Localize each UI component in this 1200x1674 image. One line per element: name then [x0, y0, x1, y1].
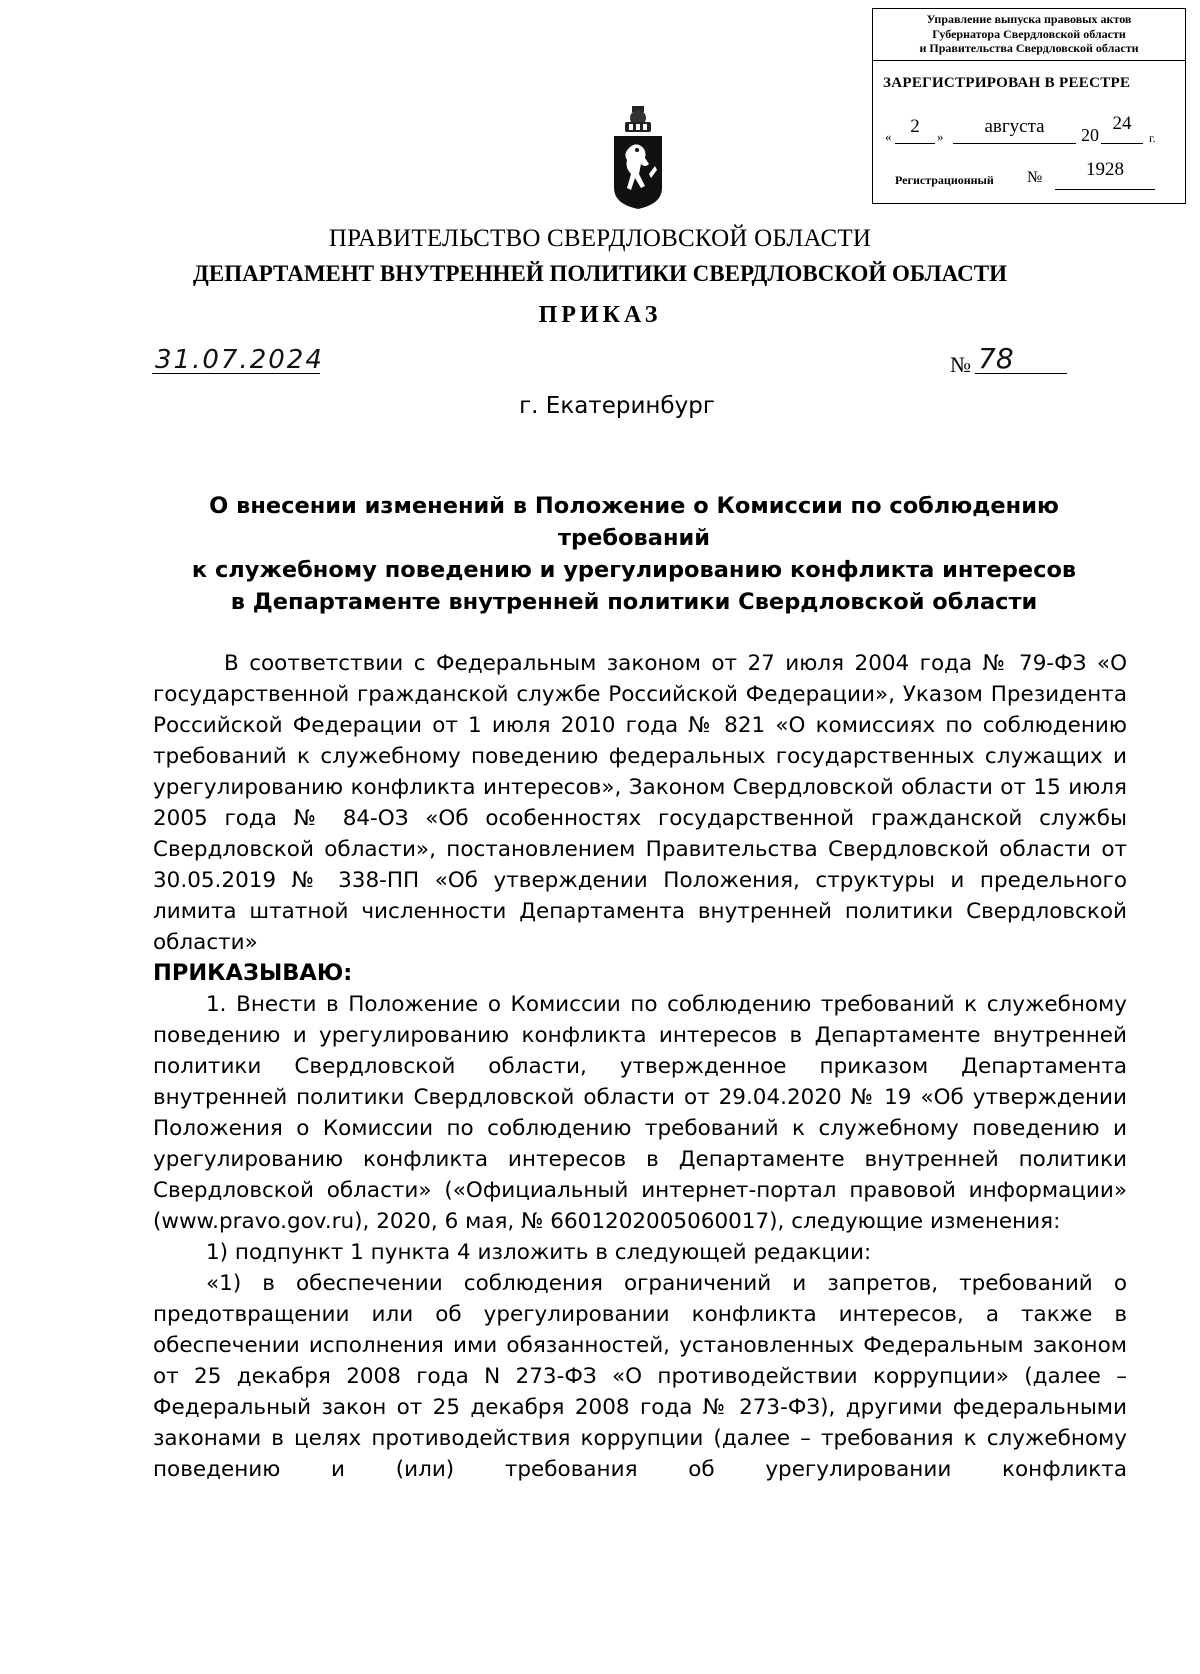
stamp-month-underline [953, 143, 1076, 144]
date-underline [152, 373, 320, 374]
registration-stamp [872, 8, 1186, 204]
stamp-day-underline [895, 143, 935, 144]
government-name: ПРАВИТЕЛЬСТВО СВЕРДЛОВСКОЙ ОБЛАСТИ [328, 225, 872, 252]
subitem-1-paragraph: 1) подпункт 1 пункта 4 изложить в следующей редакции: [206, 1240, 872, 1265]
handwritten-number: 78 [978, 342, 1014, 375]
document-heading [140, 490, 1128, 618]
heading-line: в Департаменте внутренней политики Свердловской области [230, 589, 1038, 615]
city: г. Екатеринбург [519, 393, 715, 419]
stamp-year-abbr: г. [1149, 131, 1156, 145]
stamp-open-quote: « [885, 129, 892, 144]
stamp-reg-label: Регистрационный [895, 173, 994, 187]
stamp-header-line: и Правительства Свердловской области [919, 41, 1139, 55]
handwritten-date: 31.07.2024 [155, 345, 324, 375]
orders-heading: ПРИКАЗЫВАЮ: [153, 960, 353, 986]
stamp-date [883, 113, 1183, 143]
stamp-reg-underline [1055, 189, 1155, 190]
stamp-close-quote: » [937, 129, 944, 144]
stamp-year-underline [1101, 143, 1143, 144]
stamp-registered-label: ЗАРЕГИСТРИРОВАН В РЕЕСТРЕ [883, 75, 1131, 91]
stamp-header-line: Управление выпуска правовых актов [926, 12, 1132, 26]
number-underline [975, 373, 1067, 374]
number-sign: № [950, 352, 971, 377]
preamble-paragraph: В соответствии с Федеральным законом от 27 июля 2004 года № 79-ФЗ «О государственной гражданской службе Российской Федерации», Указом Президента Российской Федерации от 1 июля 2010 года № 821 «О комиссиях по соблюдению требований к служебному поведению федеральных государственных служащих и урегулированию конфликта интересов», Законом Свердловской области от 15 июля 2005 года № 84-ОЗ «Об особенностях государственной гражданской службы Свердловской области», постановлением Правительства Свердловской области от 30.05.2019 № 338-ПП «Об утверждении Положения, структуры и предельного лимита штатной численности Департамента внутренней политики Свердловской области» [153, 651, 1127, 955]
stamp-month: августа [984, 116, 1045, 137]
stamp-year-suffix: 24 [1112, 113, 1132, 134]
department-name: ДЕПАРТАМЕНТ ВНУТРЕННЕЙ ПОЛИТИКИ СВЕРДЛОВСКОЙ ОБЛАСТИ [193, 261, 1007, 286]
stamp-year-prefix: 20 [1081, 125, 1099, 145]
heading-line: к служебному поведению и урегулированию конфликта интересов [191, 557, 1077, 583]
quoted-text-paragraph: «1) в обеспечении соблюдения ограничений и запретов, требований о предотвращении или об урегулировании конфликта интересов, а также в обеспечении исполнения ими обязанностей, установленных Федеральным законом от 25 декабря 2008 года N 273-ФЗ «О противодействии коррупции» (далее – Федеральный закон от 25 декабря 2008 года № 273-ФЗ), другими федеральными законами в целях противодействия коррупции (далее – требования к служебному поведению и (или) требования об урегулировании конфликта [153, 1271, 1127, 1482]
stamp-reg-sign: № [1027, 169, 1043, 186]
stamp-header-line: Губернатора Свердловской области [932, 26, 1126, 41]
coat-of-arms-icon [611, 104, 665, 210]
document-body [153, 648, 1127, 1485]
stamp-day: 2 [910, 116, 920, 137]
item-1-paragraph: 1. Внести в Положение о Комиссии по соблюдению требований к служебному поведению и урегулированию конфликта интересов в Департаменте внутренней политики Свердловской области, утвержденное приказом Департамента внутренней политики Свердловской области от 29.04.2020 № 19 «Об утверждении Положения о Комиссии по соблюдению требований к служебному поведению и урегулированию конфликта интересов в Департаменте внутренней политики Свердловской области» («Официальный интернет-портал правовой информации» (www.pravo.gov.ru), 2020, 6 мая, № 6601202005060017), следующие изменения: [153, 992, 1127, 1234]
heading-line: О внесении изменений в Положение о Комиссии по соблюдению требований [209, 493, 1059, 551]
stamp-reg-value: 1928 [1086, 159, 1124, 180]
stamp-reg-number [895, 157, 1175, 191]
document-type: ПРИКАЗ [538, 302, 662, 328]
stamp-header [873, 9, 1185, 61]
